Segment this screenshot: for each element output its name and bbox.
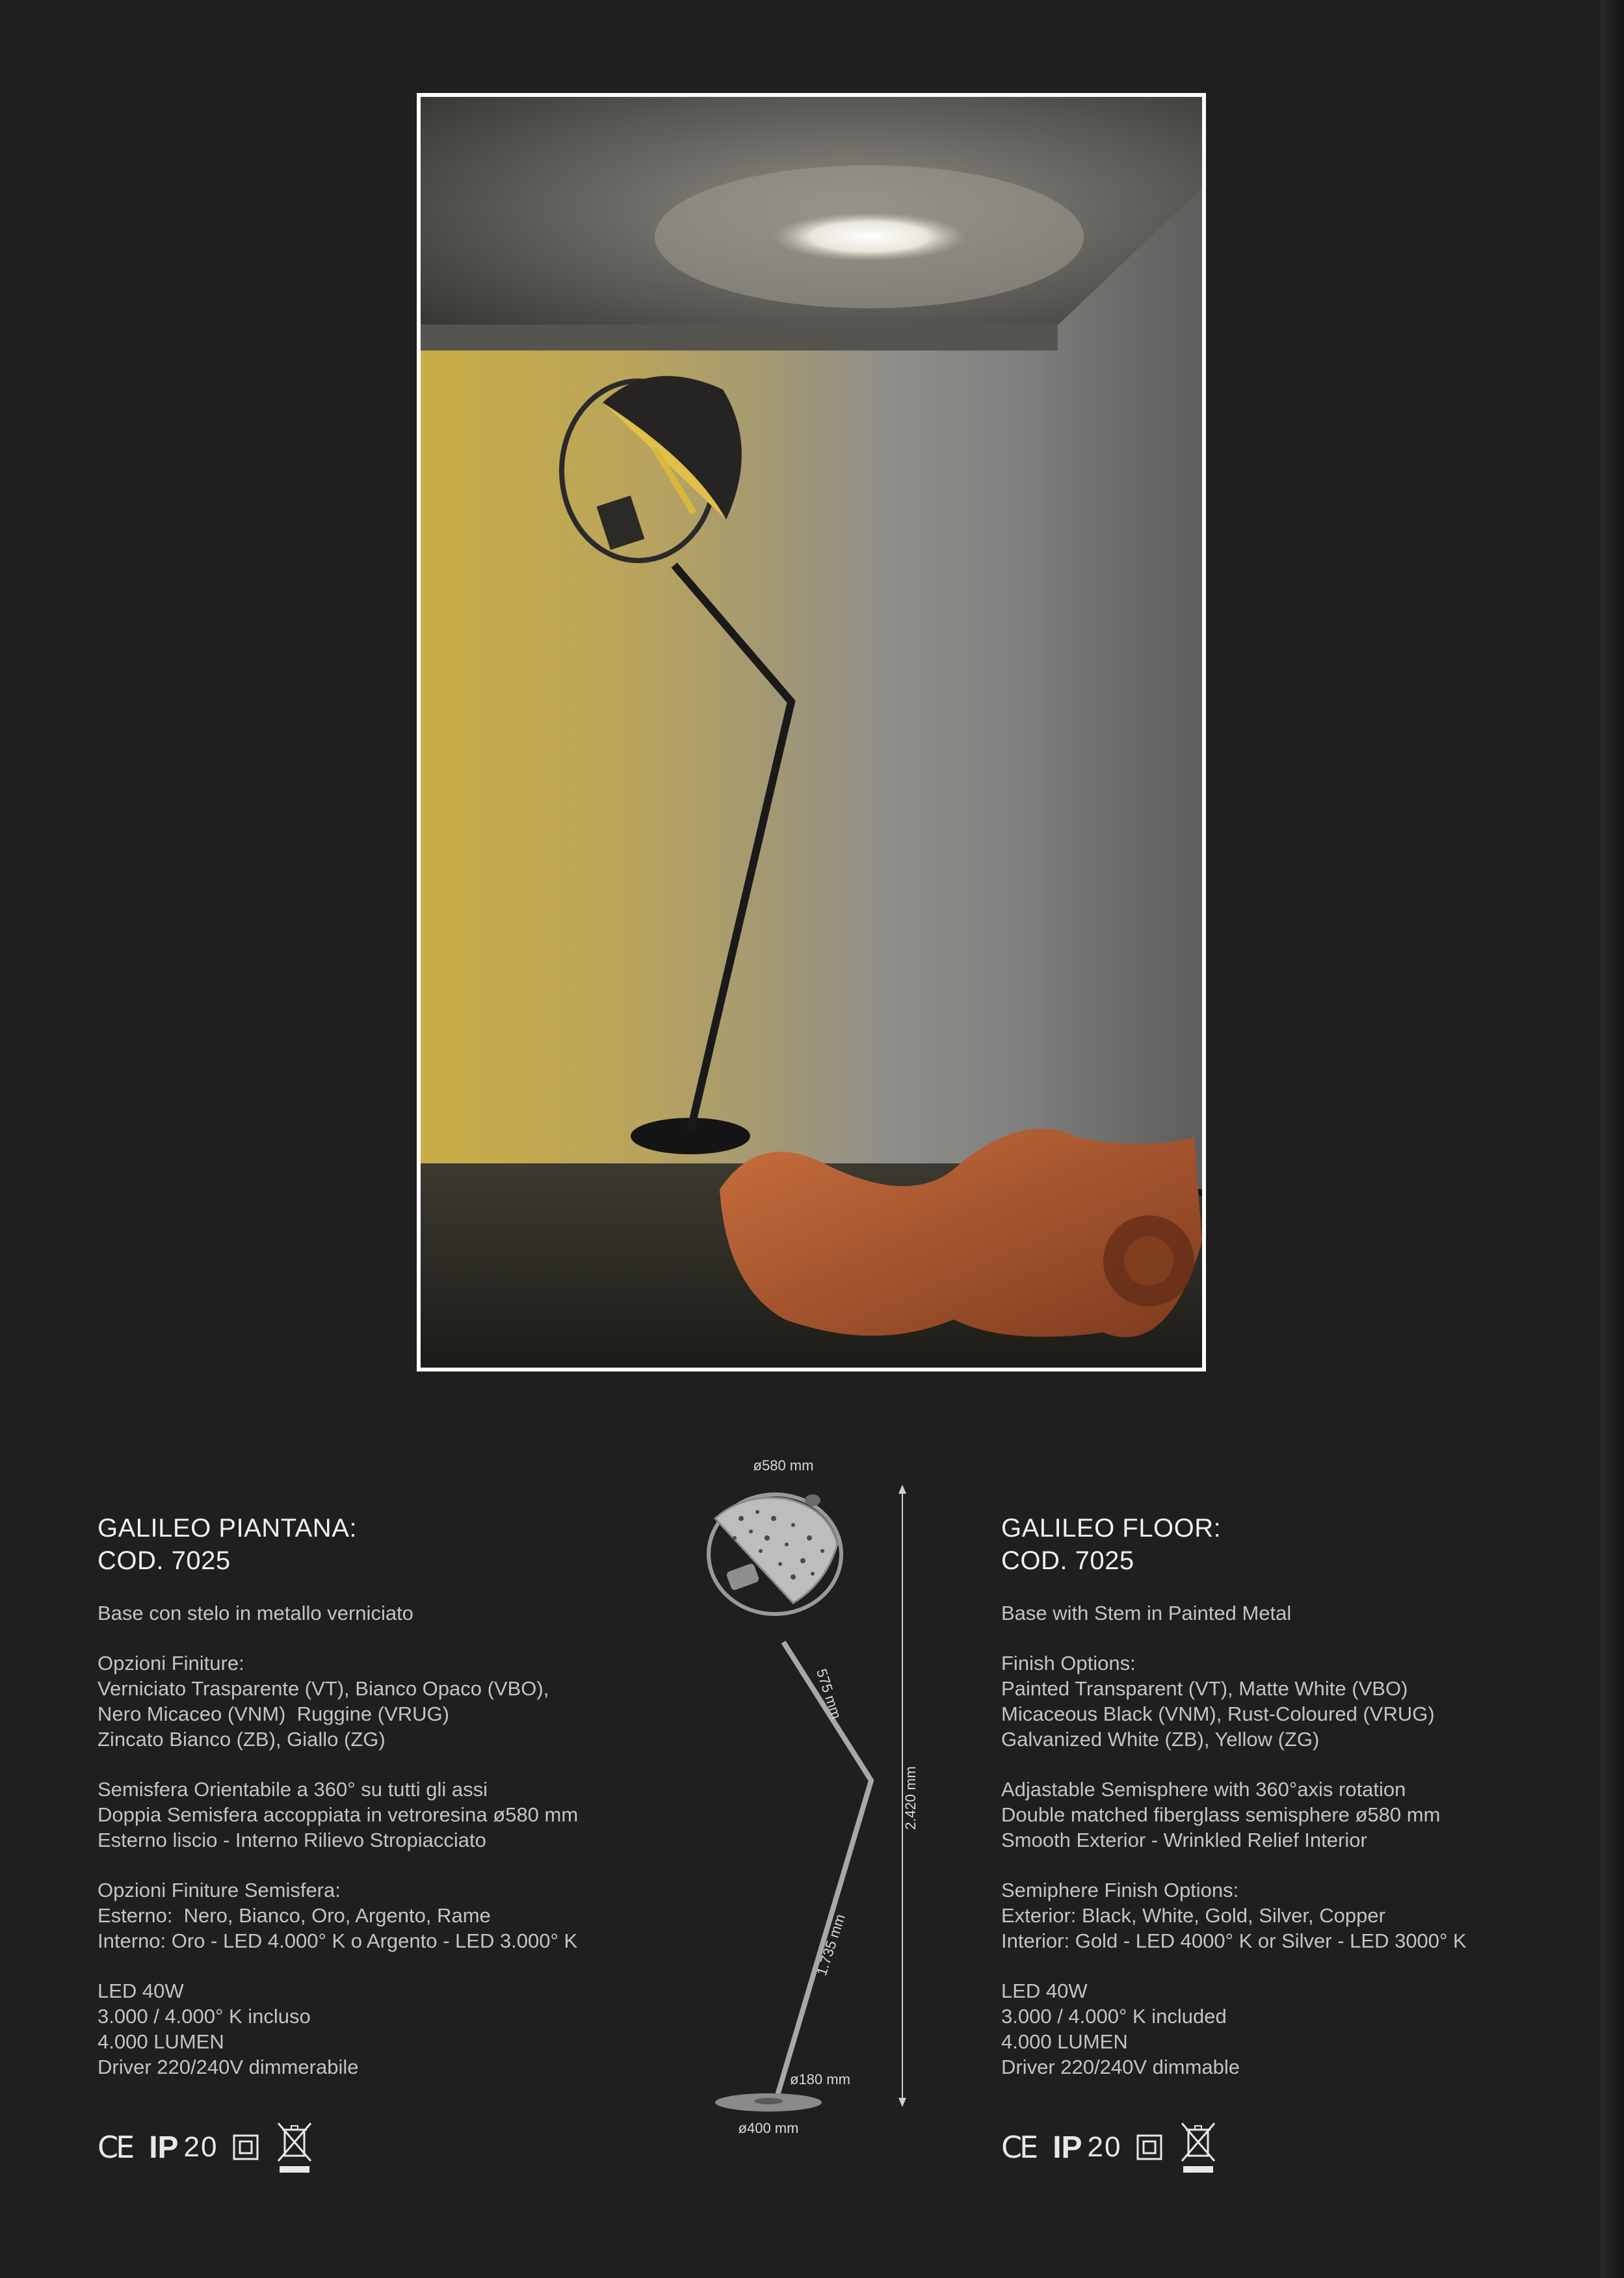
head-diameter-label: ø580 mm: [753, 1457, 814, 1474]
ip-label: IP: [149, 2130, 179, 2165]
lamp-driver-box: [726, 1563, 760, 1591]
product-code: COD. 7025: [98, 1546, 231, 1575]
spec-line: Opzioni Finiture:: [98, 1652, 244, 1675]
spec-block-led: [1001, 1978, 1573, 2080]
lamp-dimension-diagram: [696, 1453, 956, 2136]
stem-base: [754, 2098, 783, 2104]
spec-block-finishes: [98, 1650, 670, 1752]
stem-base-label: ø180 mm: [790, 2071, 850, 2087]
spec-line: Double matched fiberglass semisphere ø580 mm: [1001, 1803, 1441, 1826]
class-2-insulation-icon: [233, 2134, 259, 2160]
spec-line: Painted Transparent (VT), Matte White (VBO): [1001, 1677, 1408, 1700]
spec-line: Semiphere Finish Options:: [1001, 1879, 1239, 1901]
ip-rating: 20: [1087, 2131, 1122, 2163]
english-specs: [1001, 1512, 1573, 2080]
spec-line: 4.000 LUMEN: [98, 2030, 224, 2053]
spec-line: Base con stelo in metallo verniciato: [98, 1602, 413, 1624]
spec-line: Nero Micaceo (VNM) Ruggine (VRUG): [98, 1702, 449, 1725]
spec-line: Opzioni Finiture Semisfera:: [98, 1879, 341, 1901]
spec-line: Esterno liscio - Interno Rilievo Stropiacciato: [98, 1829, 486, 1851]
spec-line: 3.000 / 4.000° K included: [1001, 2005, 1227, 2028]
page-edge-shadow: [1601, 0, 1624, 2278]
spec-line: Esterno: Nero, Bianco, Oro, Argento, Rame: [98, 1904, 491, 1927]
certifications-it: [98, 2121, 315, 2173]
spec-line: Galvanized White (ZB), Yellow (ZG): [1001, 1728, 1320, 1751]
spec-line: Verniciato Trasparente (VT), Bianco Opaco (VBO),: [98, 1677, 549, 1700]
spec-line: Smooth Exterior - Wrinkled Relief Interior: [1001, 1829, 1367, 1851]
ip-label: IP: [1053, 2130, 1082, 2165]
class-2-insulation-icon: [1136, 2134, 1162, 2160]
title-line: GALILEO FLOOR:: [1001, 1514, 1222, 1543]
title-line: GALILEO PIANTANA:: [98, 1514, 357, 1543]
spec-block-semisphere: [1001, 1777, 1573, 1853]
product-title-en: [1001, 1512, 1573, 1577]
spec-line: 3.000 / 4.000° K incluso: [98, 2005, 311, 2028]
spec-line: Semisfera Orientabile a 360° su tutti gli assi: [98, 1778, 488, 1801]
spec-line: LED 40W: [1001, 1980, 1088, 2002]
spec-line: Exterior: Black, White, Gold, Silver, Copper: [1001, 1904, 1385, 1927]
ip-rating: 20: [183, 2131, 218, 2163]
spec-block-base: [98, 1600, 670, 1626]
ce-mark-icon: CE: [98, 2130, 133, 2165]
spec-line: Finish Options:: [1001, 1652, 1136, 1675]
spec-line: Interno: Oro - LED 4.000° K o Argento - LED 3.000° K: [98, 1929, 578, 1952]
weee-crossed-bin-icon: [1178, 2121, 1218, 2174]
ce-mark-icon: CE: [1001, 2130, 1036, 2165]
lamp-knob: [805, 1494, 820, 1506]
spec-line: Doppia Semisfera accoppiata in vetroresina ø580 mm: [98, 1803, 579, 1826]
spec-block-led: [98, 1978, 670, 2080]
spec-line: Adjastable Semisphere with 360°axis rotation: [1001, 1778, 1406, 1801]
spec-block-semisphere: [98, 1777, 670, 1853]
spec-line: LED 40W: [98, 1980, 184, 2002]
total-height-label: 2.420 mm: [902, 1766, 919, 1830]
spec-block-semisphere-finishes: [98, 1877, 670, 1954]
lower-arm-label: 1.735 mm: [813, 1912, 848, 1978]
base-diameter-label: ø400 mm: [738, 2120, 799, 2136]
lamp-drawing: [696, 1453, 956, 2136]
weee-crossed-bin-icon: [274, 2121, 315, 2174]
italian-specs: [98, 1512, 670, 2080]
spec-line: Base with Stem in Painted Metal: [1001, 1602, 1292, 1624]
product-title-it: [98, 1512, 670, 1577]
spec-block-semisphere-finishes: [1001, 1877, 1573, 1954]
certifications-en: [1001, 2121, 1218, 2173]
spec-line: Interior: Gold - LED 4000° K or Silver - LED 3000° K: [1001, 1929, 1467, 1952]
product-photo: [417, 93, 1206, 1371]
upper-arm-label: 575 mm: [813, 1667, 845, 1721]
spec-line: Zincato Bianco (ZB), Giallo (ZG): [98, 1728, 386, 1751]
spec-line: Micaceous Black (VNM), Rust-Coloured (VRUG): [1001, 1702, 1435, 1725]
arrow-down-icon: [898, 2098, 906, 2107]
lamp-arms: [777, 1642, 871, 2097]
arrow-up-icon: [898, 1485, 906, 1494]
spec-line: 4.000 LUMEN: [1001, 2030, 1128, 2053]
spec-block-base: [1001, 1600, 1573, 1626]
spec-line: Driver 220/240V dimmable: [1001, 2056, 1240, 2078]
spec-block-finishes: [1001, 1650, 1573, 1752]
lamp-room-photo: [421, 97, 1202, 1368]
product-code: COD. 7025: [1001, 1546, 1134, 1575]
spec-line: Driver 220/240V dimmerabile: [98, 2056, 359, 2078]
